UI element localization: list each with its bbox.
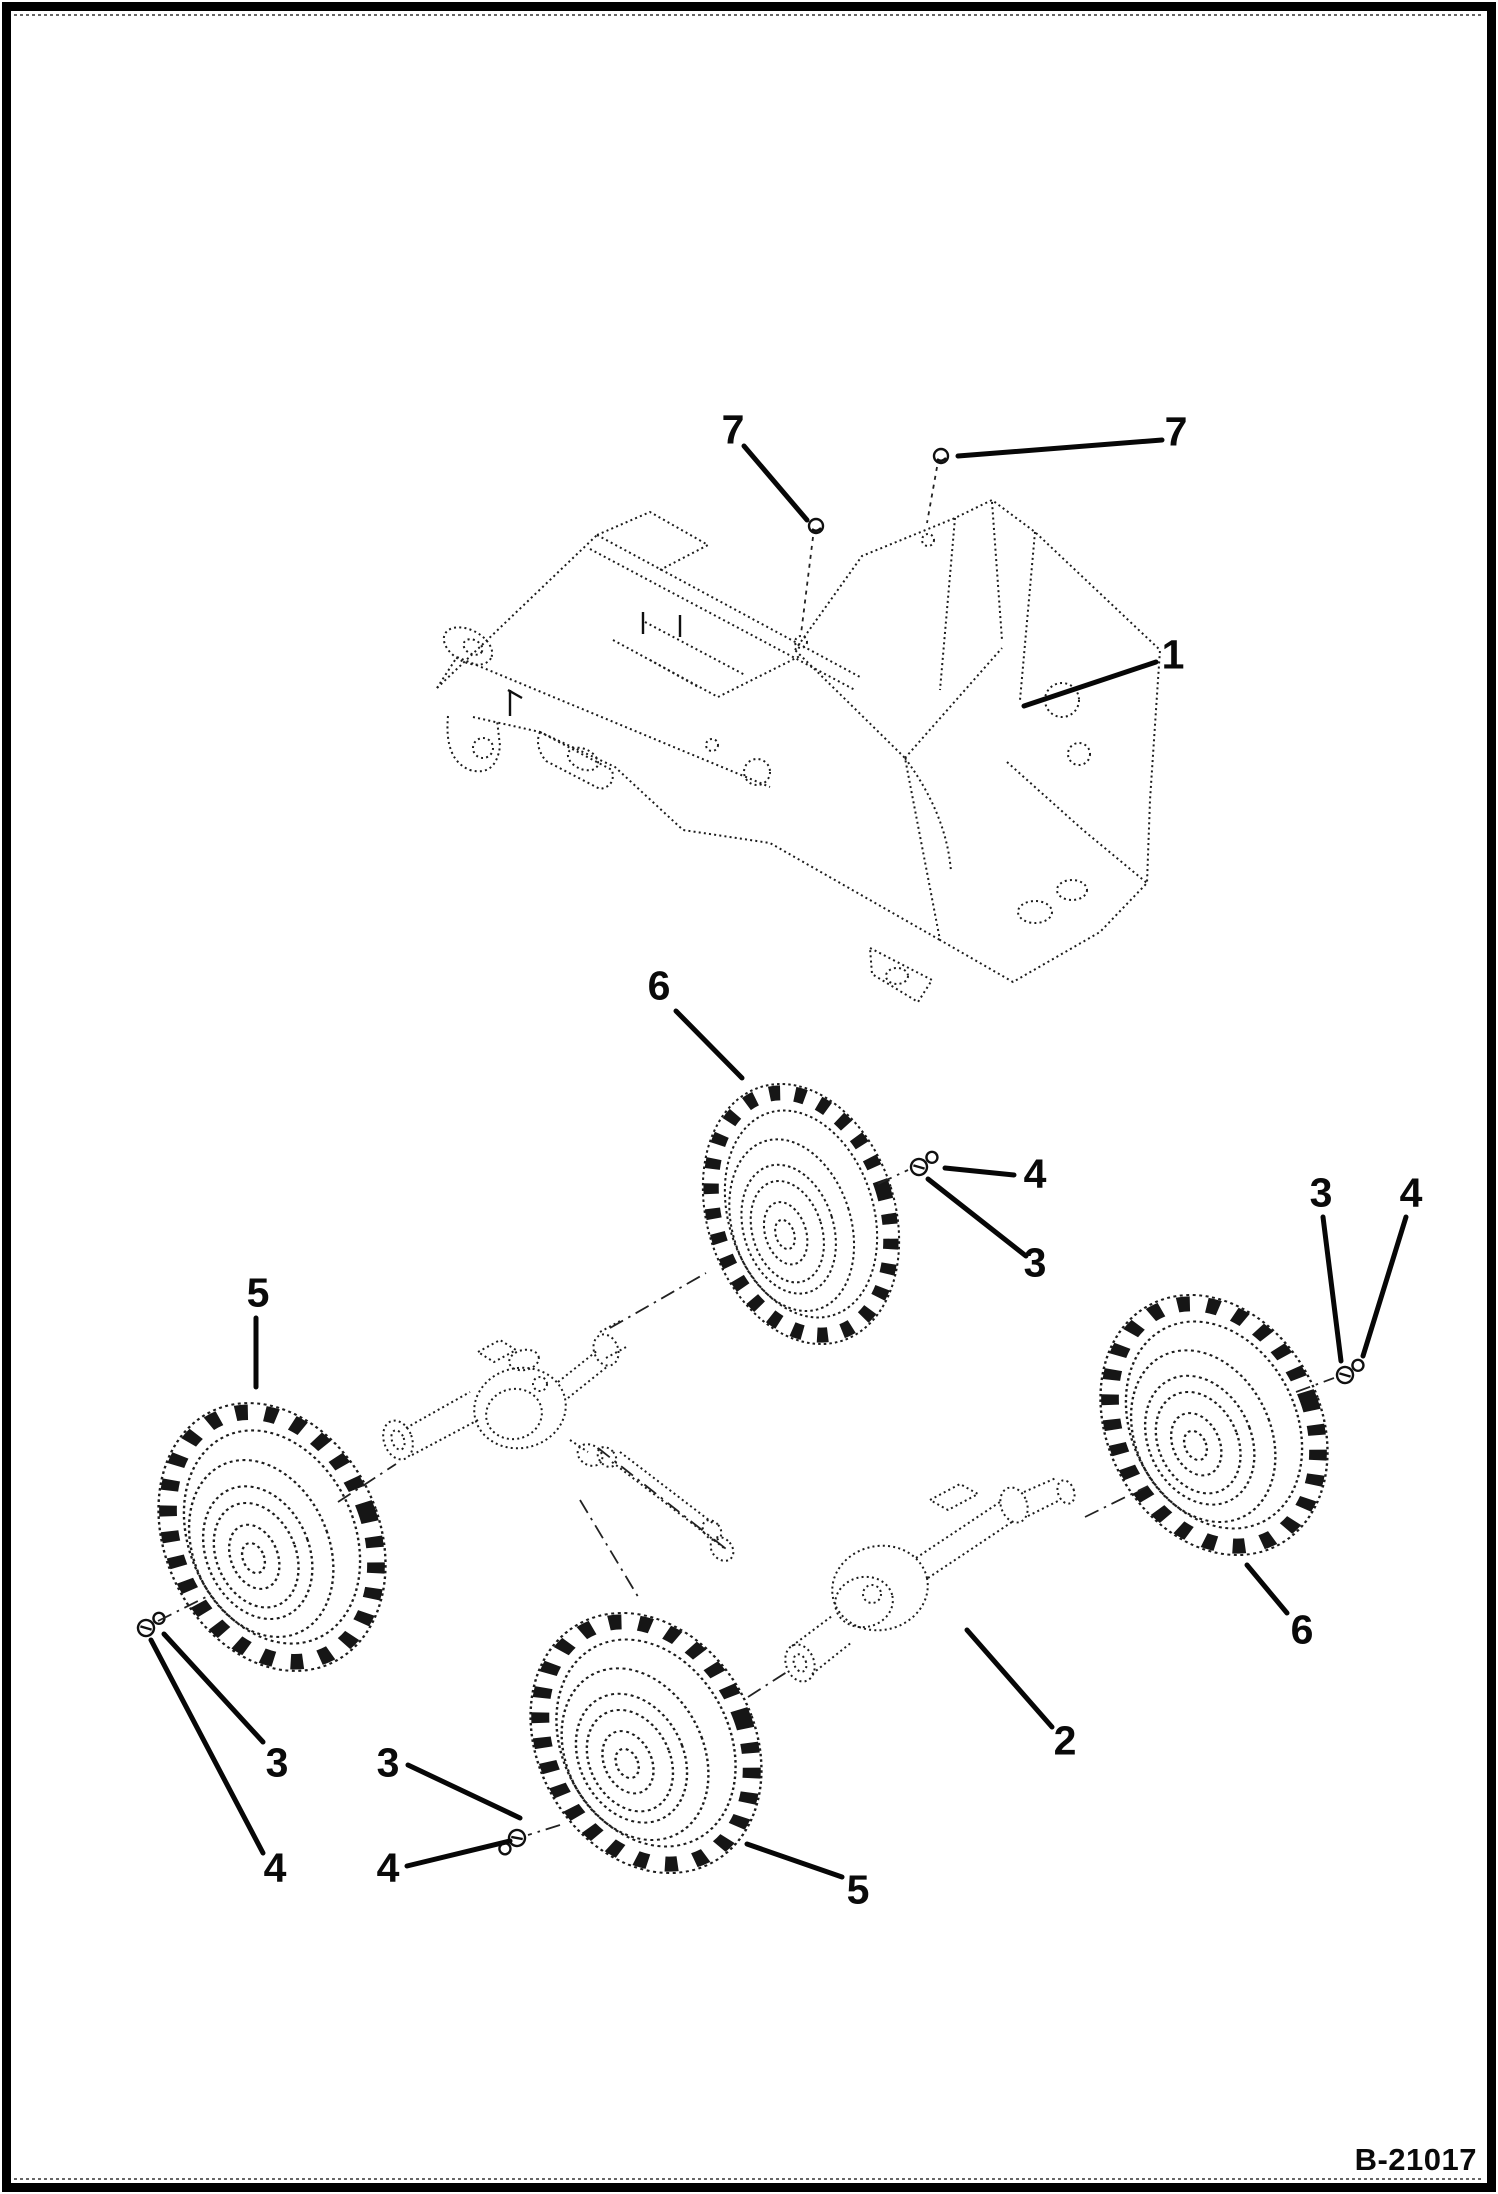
callout-part-3-bottom-left: 3 xyxy=(265,1739,289,1786)
wheel-part-6-right xyxy=(1064,1271,1363,1579)
callout-part-4-bottom-mid: 4 xyxy=(376,1844,400,1891)
callout-part-6-right-wheel: 6 xyxy=(1290,1606,1314,1653)
callout-part-3-bottom-mid: 3 xyxy=(376,1739,400,1786)
front-axle xyxy=(378,1320,628,1470)
callout-part-1-frame: 1 xyxy=(1161,631,1185,678)
drawing-number: B-21017 xyxy=(1354,2142,1477,2177)
callout-leader-lines xyxy=(151,440,1406,1877)
wheel-part-6-top xyxy=(672,1060,931,1368)
callout-part-4-top: 4 xyxy=(1023,1150,1047,1197)
rear-axle-part-2 xyxy=(706,1478,1078,1686)
callout-part-4-bottom-left: 4 xyxy=(263,1844,287,1891)
callout-part-4-right: 4 xyxy=(1399,1169,1423,1216)
callout-part-2-rear-axle: 2 xyxy=(1053,1717,1077,1764)
callout-part-5-left-wheel: 5 xyxy=(246,1269,270,1316)
alignment-centerlines xyxy=(158,1170,1334,1835)
wheel-part-5-bottom xyxy=(494,1589,798,1897)
frame-part-1 xyxy=(437,500,1160,1002)
callout-part-5-bottom-wheel: 5 xyxy=(846,1866,870,1913)
callout-part-6-top-wheel: 6 xyxy=(647,962,671,1009)
callout-part-3-top: 3 xyxy=(1023,1239,1047,1286)
wheel-part-5-left xyxy=(122,1378,421,1695)
callout-part-7-upper-left: 7 xyxy=(721,406,745,453)
callout-part-3-right: 3 xyxy=(1309,1169,1333,1216)
callout-part-7-upper-right: 7 xyxy=(1164,408,1188,455)
driveshaft xyxy=(594,1443,730,1552)
bolts-part-7 xyxy=(801,449,948,634)
